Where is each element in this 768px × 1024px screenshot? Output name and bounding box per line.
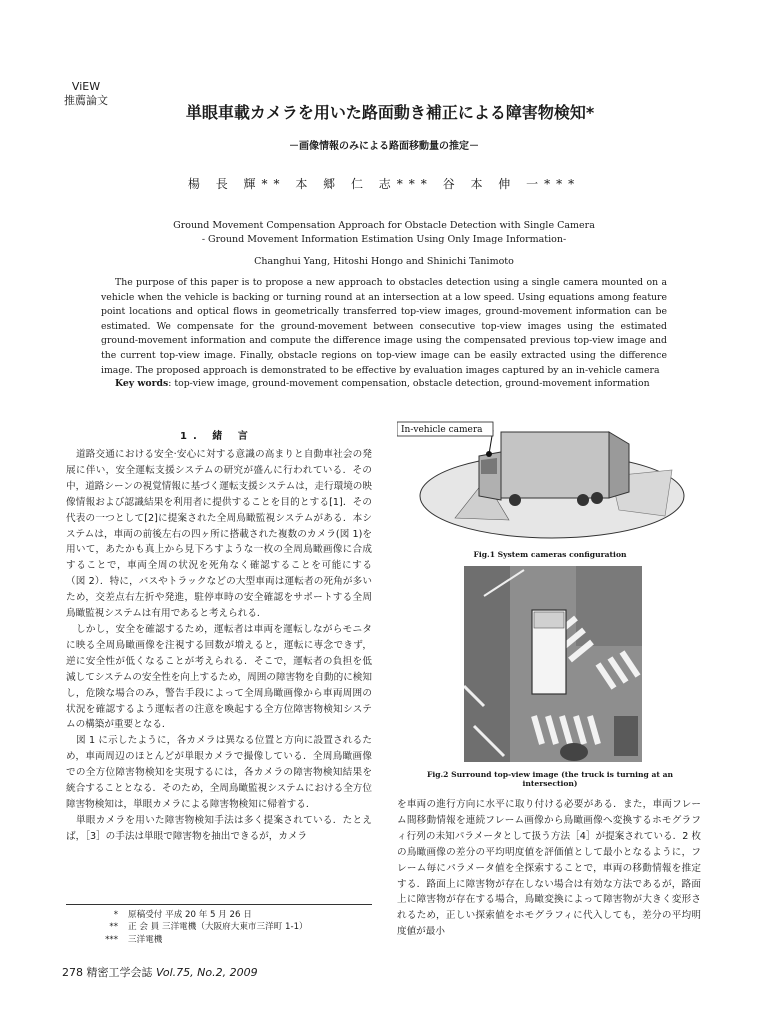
figure-2-caption: Fig.2 Surround top-view image (the truck is turning at an intersection)	[426, 770, 674, 788]
paragraph-1: 道路交通における安全·安心に対する意識の高まりと自動車社会の発展に伴い，安全運転支援システムの研究が盛んに行われている．その中，道路シーンの視覚情報に基づく運転支援システムは，走行環境の映像情報および認識結果を利用者に提供することを目的とする[1]．その代表の一つとして[2]に提案された全周鳥瞰監視システムがある．本システムは，車両の前後左右の四ヶ所に搭載された複数のカメラ(図 1)を用いて，あたかも真上から見下ろすような一枚の全周鳥瞰画像に合成することで，車両全周の状況を死角なく確認することを可能にする（図 2）．特に，バスやトラックなどの大型車両は運転者の死角が多いため，交差点右左折や発進，駐停車時の安全確認をサポートする全周鳥瞰監視システムは有用であると考えられる．	[66, 449, 372, 620]
figure-2-top-view	[464, 566, 642, 762]
paper-title: 単眼車載カメラを用いた路面動き補正による障害物検知*	[185, 103, 595, 122]
paper-subtitle: －画像情報のみによる路面移動量の推定－	[289, 141, 479, 152]
keywords-text: : top-view image, ground-movement compensation, obstacle detection, ground-movement information	[168, 378, 650, 389]
volume-info: Vol.75, No.2, 2009	[156, 966, 258, 979]
view-tag	[64, 80, 108, 108]
figure-1-caption: Fig.1 System cameras configuration	[473, 550, 627, 559]
keywords-label: Key words	[115, 378, 169, 389]
authors-japanese: 楊 長 輝** 本 郷 仁 志*** 谷 本 伸 一***	[187, 177, 581, 191]
english-title-line1: Ground Movement Compensation Approach for Obstacle Detection with Single Camera	[173, 220, 595, 231]
truck-cargo	[501, 432, 609, 498]
journal-name: 精密工学会誌	[86, 966, 153, 979]
page-number: 278	[62, 966, 83, 979]
tag-recommended-paper: 推薦論文	[64, 94, 108, 107]
page-footer	[62, 964, 258, 980]
fig1-label: In-vehicle camera	[401, 425, 483, 435]
right-column	[397, 797, 701, 940]
paragraph-2: しかし，安全を確認するため，運転者は車両を運転しながらモニタに映る全周鳥瞰画像を注視する回数が増えると，運転に専念できず，逆に安全性が低くなることが考えられる．そこで，運転者の負担を低減してシステムの安全性を向上するため，周囲の障害物を自動的に検知し，危険な場合のみ，警告手段によって全周鳥瞰画像から車両周囲の状況を確認するよう運転者の注意を喚起する全方位障害物検知システムの構築が重要となる．	[66, 623, 372, 731]
section-heading: 1. 緒 言	[180, 431, 254, 442]
left-column	[66, 447, 372, 845]
figure-1-camera-config	[397, 418, 697, 548]
footnote-2: ** 正 会 員 三洋電機（大阪府大東市三洋町 1-1）	[109, 922, 308, 933]
paragraph-4: 単眼カメラを用いた障害物検知手法は多く提案されている．たとえば，［3］の手法は単眼で障害物を抽出できるが，カメラ	[66, 814, 372, 842]
abstract: The purpose of this paper is to propose a new approach to obstacles detection using a single camera mounted on a vehicle when the vehicle is backing or turning round at an intersection at a low speed. Using equations among feature point locations and optical flows in geometrically transferred top-view images, ground-movement information can be estimated. We compensate for the ground-movement between consecutive top-view images using the estimated ground-movement information and compute the difference image using the compensated previous top-view image and the current top-view image. Finally, obstacle regions on top-view image can be easily extracted using the difference image. The proposed approach is demonstrated to be effective by evaluation images captured by an in-vehicle camera	[101, 277, 667, 376]
footnotes	[66, 904, 372, 946]
right-paragraph: を車両の進行方向に水平に取り付ける必要がある．また，車両フレーム間移動情報を連続フレーム画像から鳥瞰画像へ変換するホモグラフィ行列の未知パラメータとして扱う方法［4］が提案されている．2 枚の鳥瞰画像の差分の平均明度値を評価値として最小となるように，フレーム毎にパラメータ値を全探索することで，車両の移動情報を推定する．路面上に障害物が存在しない場合は有効な方法であるが，路面上に障害物が存在する場合，鳥瞰変換によって障害物が大きく変形されるため，正しい探索値をホモグラフィに代入しても，差分の平均明度値が最小	[397, 799, 701, 938]
keywords	[101, 378, 667, 389]
footnote-1: * 原稿受付 平成 20 年 5 月 26 日	[113, 910, 252, 920]
english-title	[120, 219, 648, 247]
paragraph-3: 図 1 に示したように，各カメラは異なる位置と方向に設置されるため，車両周辺のほとんどが単眼カメラで撮像している．全周鳥瞰画像での全方位障害物検知を実現するには，各カメラの障害物検知結果を統合することとなる．そのため，全周鳥瞰監視システムにおける全方位障害物検知は，単眼カメラによる障害物検知に帰着する．	[66, 735, 372, 810]
footnote-3: *** 三洋電機	[105, 934, 163, 945]
english-authors: Changhui Yang, Hitoshi Hongo and Shinichi Tanimoto	[254, 256, 514, 267]
english-title-line2: - Ground Movement Information Estimation Using Only Image Information-	[201, 234, 567, 245]
tag-view: ViEW	[71, 80, 101, 93]
